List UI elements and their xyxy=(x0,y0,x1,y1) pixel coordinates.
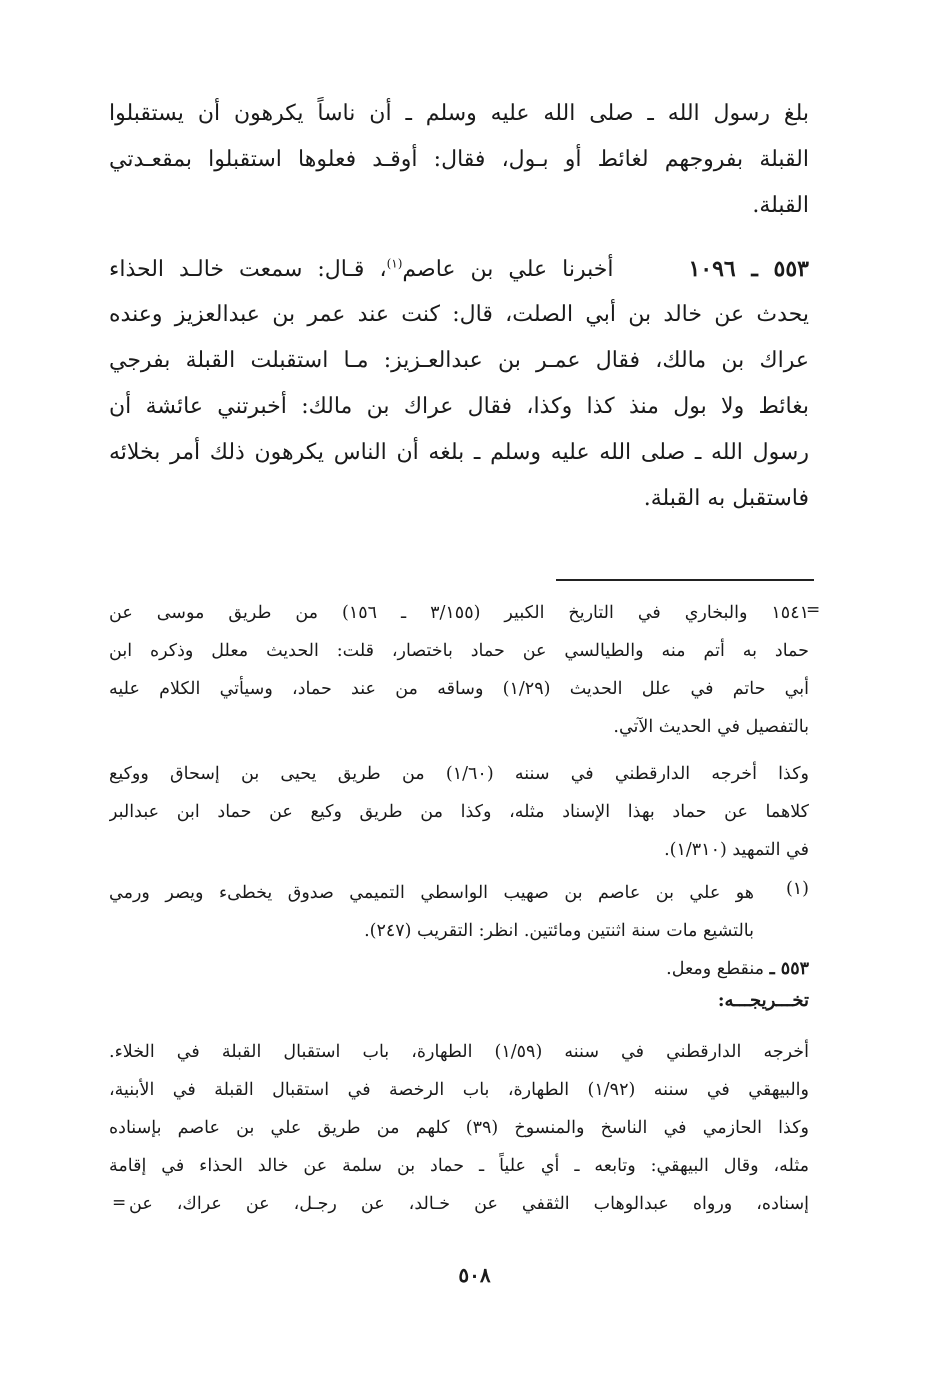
hadith-header-line xyxy=(109,245,809,293)
footnote-1-line: هو علي بن عاصم بن صهيب الواسطي التميمي صدوق يخطىء ويصر ورمي xyxy=(109,883,754,903)
takhrij-heading-colon: : xyxy=(717,990,725,1011)
hadith-isnad-tail: ، قـال: سمعت خالـد الحذاء xyxy=(109,257,387,282)
footnote-1-marker: (١) xyxy=(785,879,809,899)
footnote-line: أبي حاتم في علل الحديث (١/٢٩) وساقه من عند حماد، وسيأتي الكلام عليه xyxy=(109,679,809,699)
main-text-line: بغائط ولا بول منذ كذا وكذا، فقال عراك بن مالك: أخبرتني عائشة أن xyxy=(109,394,809,419)
hadith-isnad-start: أخبرنا علي بن عاصم xyxy=(402,257,614,282)
page-number: ٥٠٨ xyxy=(458,1263,491,1287)
footnote-line: حماد به أتم منه والطيالسي عن حماد باختصار، قلت: الحديث معلل وذكره ابن xyxy=(109,641,809,661)
main-text-line: رسول الله ـ صلى الله عليه وسلم ـ بلغه أن الناس يكرهون ذلك أمر بخلائه xyxy=(109,440,809,465)
footnote-ref-1: (١) xyxy=(386,256,403,271)
footnote-1-line: بالتشيع مات سنة اثنتين ومائتين. انظر: التقريب (٢٤٧). xyxy=(364,921,754,941)
takhrij-heading-text: تخـــريجـــه xyxy=(724,990,809,1011)
footnote-line: بالتفصيل في الحديث الآتي. xyxy=(613,717,809,737)
footnote-separator xyxy=(556,579,814,581)
main-text-line: القبلة. xyxy=(752,193,809,218)
main-text-line: بلغ رسول الله ـ صلى الله عليه وسلم ـ أن ناساً يكرهون أن يستقبلوا xyxy=(109,101,809,126)
takhrij-line: أخرجه الدارقطني في سننه (١/٥٩) الطهارة، باب استقبال القبلة في الخلاء. xyxy=(109,1042,809,1062)
note-553-number: ٥٥٣ ـ xyxy=(769,959,809,979)
takhrij-heading xyxy=(718,990,809,1011)
footnote-line: كلاهما عن حماد بهذا الإسناد مثله، وكذا من طريق وكيع عن حماد ابن عبدالبر xyxy=(109,802,809,822)
takhrij-line: مثله، وقال البيهقي: وتابعه ـ أي علياً ـ حماد بن سلمة عن خالد الحذاء في إقامة xyxy=(109,1156,809,1176)
takhrij-line: والبيهقي في سننه (١/٩٢) الطهارة، باب الرخصة في استقبال القبلة في الأبنية، xyxy=(109,1080,809,1100)
footnote-line: ١٥٤١ والبخاري في التاريخ الكبير (٣/١٥٥ ـ ١٥٦) من طريق موسى عن xyxy=(109,603,809,623)
hadith-number: ٥٥٣ ـ ١٠٩٦ xyxy=(688,256,809,282)
takhrij-line: وكذا الحازمي في الناسخ والمنسوخ (٣٩) كلهم من طريق علي بن عاصم بإسناده xyxy=(109,1118,809,1138)
footnote-line: وكذا أخرجه الدارقطني في سننه (١/٦٠) من طريق يحيى بن إسحاق ووكيع xyxy=(109,764,809,784)
note-553-text: منقطع ومعل. xyxy=(666,959,764,979)
main-text-line: يحدث عن خالد بن أبي الصلت، قال: كنت عند عمر بن عبدالعزيز وعنده xyxy=(109,302,809,327)
footnote-line: في التمهيد (١/٣١٠). xyxy=(664,840,809,860)
continuation-marker: = xyxy=(806,600,821,620)
takhrij-line: إسناده، ورواه عبدالوهاب الثقفي عن خـالد، عن رجـل، عن عراك، عن xyxy=(129,1194,809,1214)
note-553-line xyxy=(109,950,809,988)
main-text-line: عراك بن مالك، فقال عمـر بن عبدالعـزيز: مـا استقبلت القبلة بفرجي xyxy=(109,348,809,373)
main-text-line: القبلة بفروجهم لغائط أو بـول، فقال: أوقـد فعلوها استقبلوا بمقعـدتي xyxy=(109,147,809,172)
continuation-marker-end: = xyxy=(112,1193,127,1213)
main-text-line: فاستقبل به القبلة. xyxy=(643,486,809,511)
